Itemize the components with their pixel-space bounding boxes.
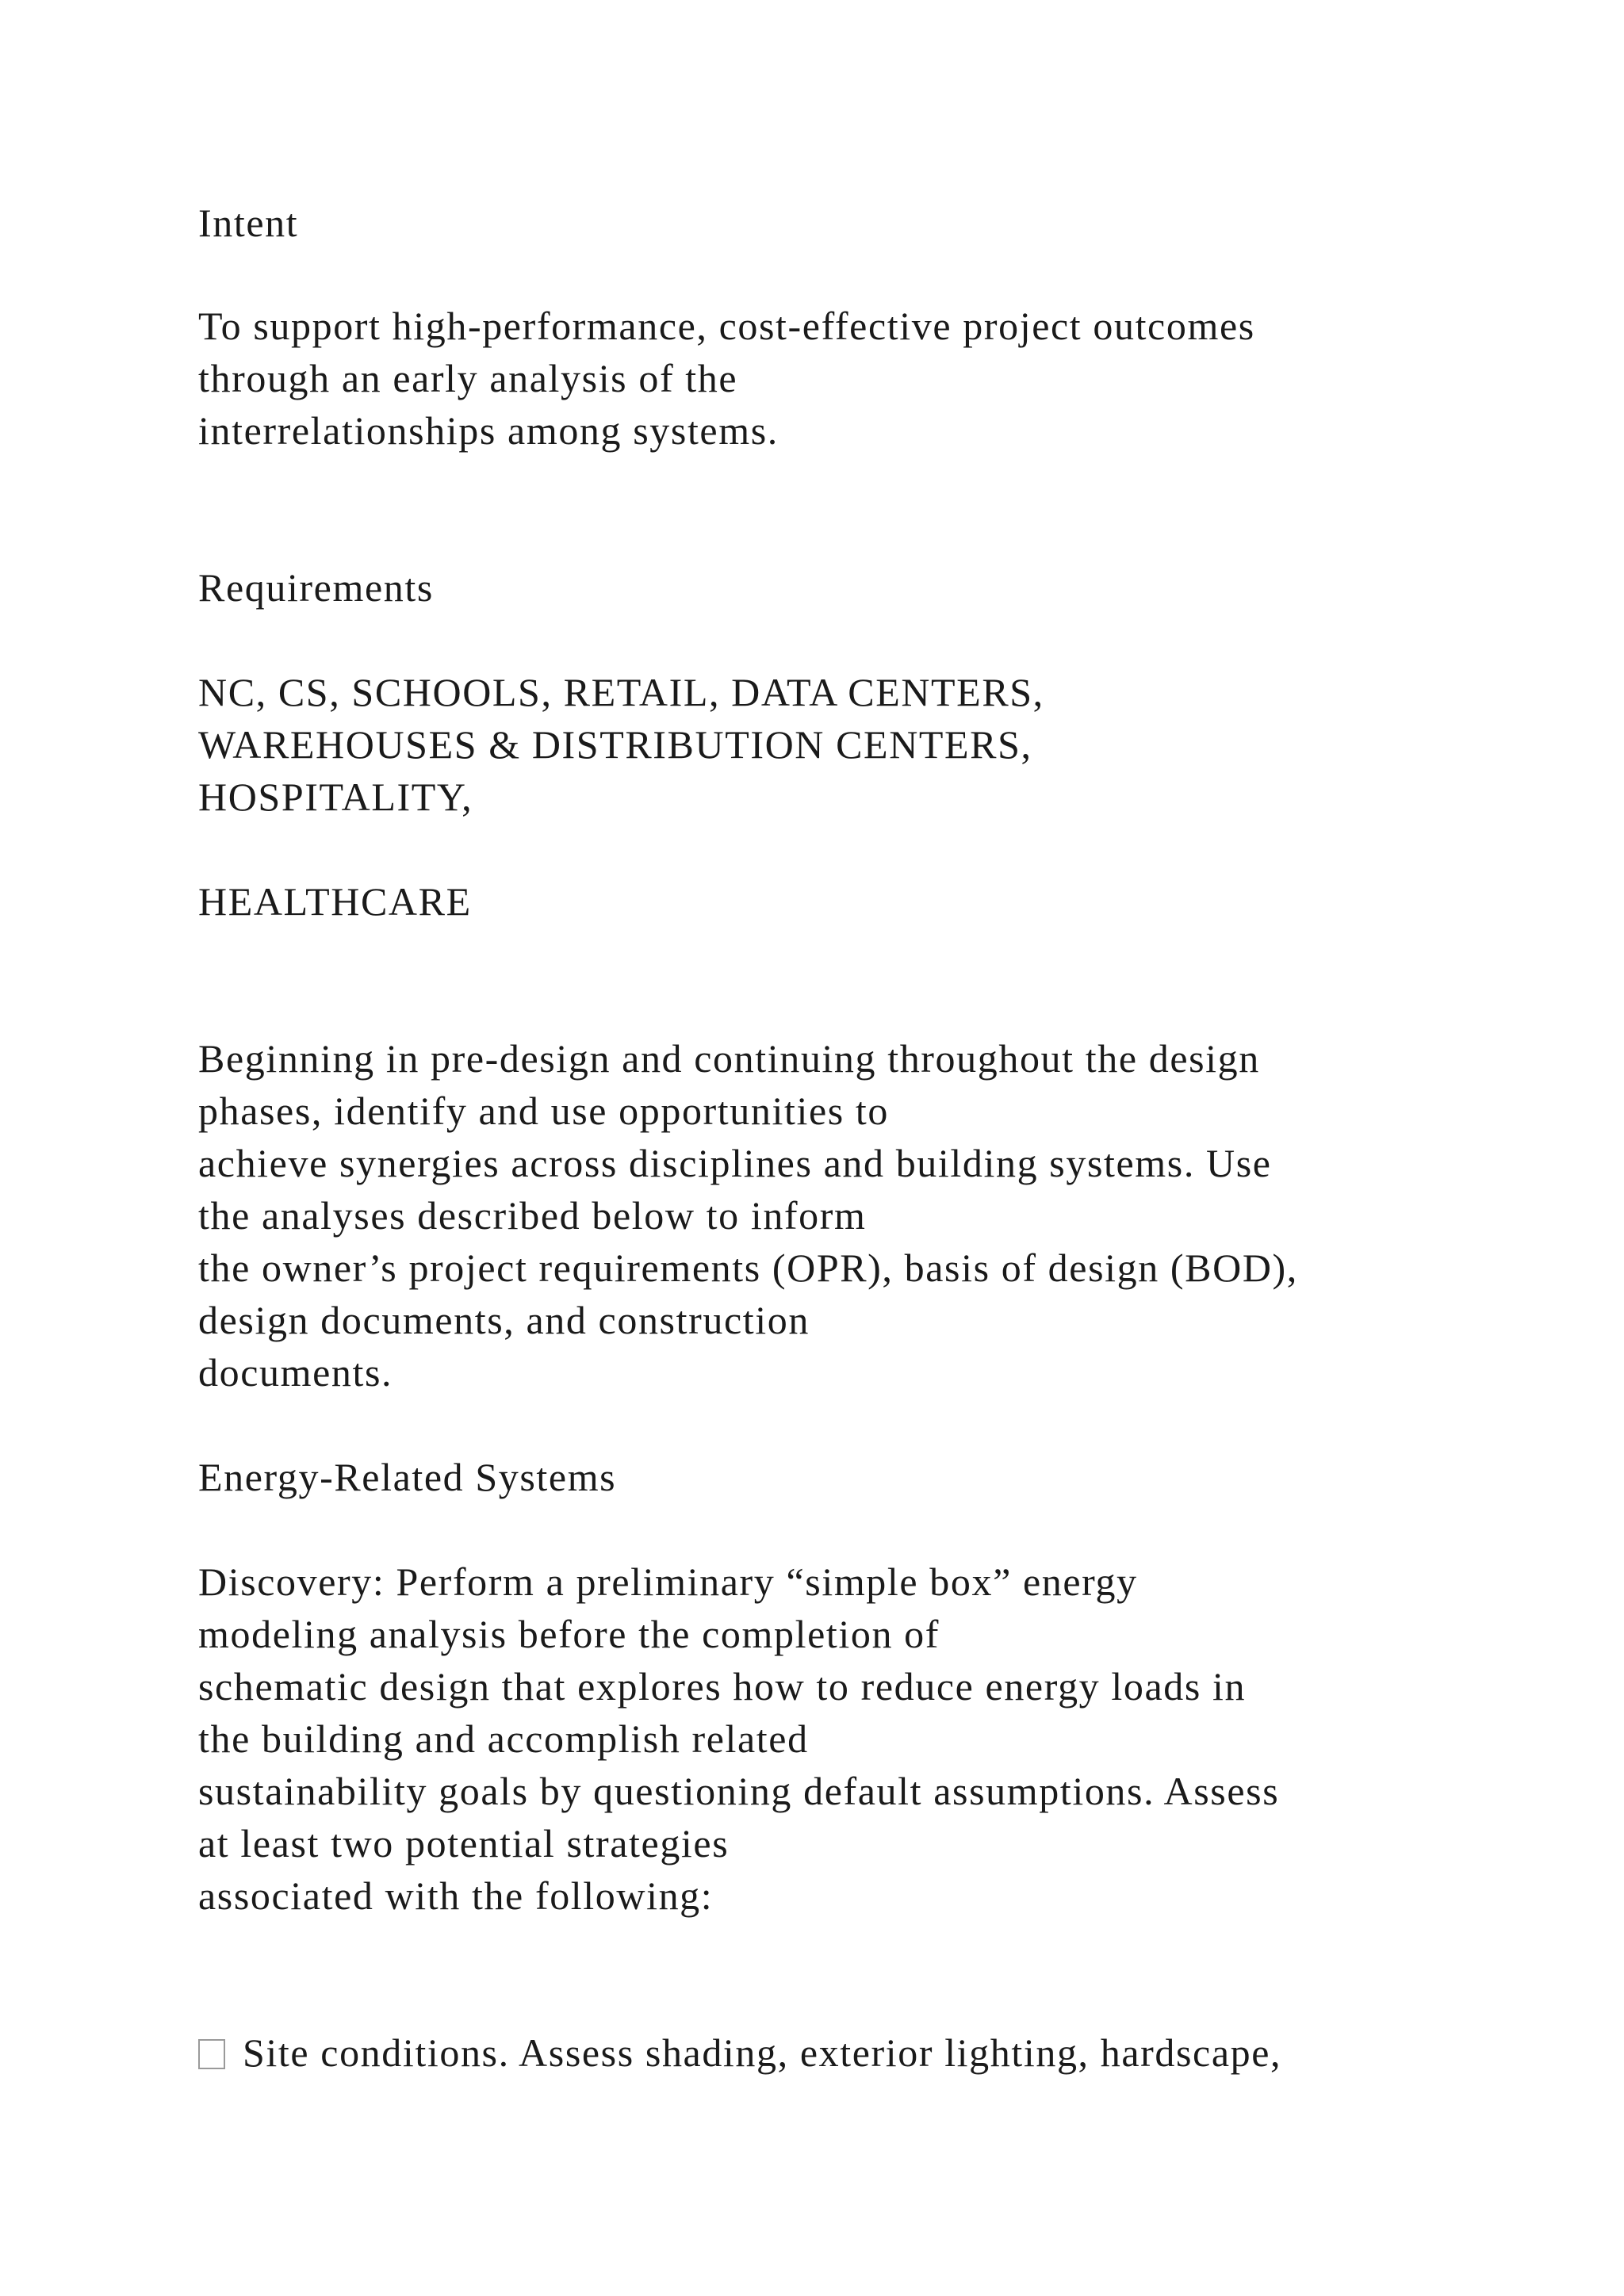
bullet-item-text: Site conditions. Assess shading, exterior lighting, hardscape, bbox=[243, 2030, 1282, 2075]
requirements-line: Beginning in pre-design and continuing throughout the design bbox=[198, 1036, 1260, 1081]
project-types-line: WAREHOUSES & DISTRIBUTION CENTERS, bbox=[198, 722, 1032, 767]
discovery-line: modeling analysis before the completion of bbox=[198, 1612, 940, 1656]
discovery-line: sustainability goals by questioning default assumptions. Assess bbox=[198, 1769, 1280, 1813]
discovery-line: at least two potential strategies bbox=[198, 1821, 730, 1866]
discovery-line: Discovery: Perform a preliminary “simple box” energy bbox=[198, 1559, 1138, 1604]
energy-heading: Energy-Related Systems bbox=[198, 1455, 617, 1499]
discovery-line: schematic design that explores how to reduce energy loads in bbox=[198, 1664, 1247, 1709]
healthcare-label: HEALTHCARE bbox=[198, 879, 472, 924]
requirements-line: achieve synergies across disciplines and building systems. Use bbox=[198, 1141, 1272, 1185]
requirements-line: the analyses described below to inform bbox=[198, 1193, 867, 1238]
discovery-line: the building and accomplish related bbox=[198, 1716, 809, 1761]
intent-line: interrelationships among systems. bbox=[198, 408, 779, 453]
project-types-line: NC, CS, SCHOOLS, RETAIL, DATA CENTERS, bbox=[198, 670, 1044, 714]
project-types-line: HOSPITALITY, bbox=[198, 775, 473, 819]
requirements-line: documents. bbox=[198, 1350, 393, 1395]
checkbox-glyph-icon bbox=[198, 2039, 225, 2069]
bullet-list-item bbox=[198, 2029, 1281, 2076]
requirements-line: the owner’s project requirements (OPR), basis of design (BOD), bbox=[198, 1246, 1298, 1290]
intent-heading: Intent bbox=[198, 201, 299, 245]
requirements-line: phases, identify and use opportunities to bbox=[198, 1089, 890, 1133]
intent-line: To support high-performance, cost-effective project outcomes bbox=[198, 304, 1255, 348]
requirements-line: design documents, and construction bbox=[198, 1298, 810, 1342]
discovery-line: associated with the following: bbox=[198, 1873, 714, 1918]
requirements-heading: Requirements bbox=[198, 565, 434, 610]
intent-line: through an early analysis of the bbox=[198, 356, 738, 400]
